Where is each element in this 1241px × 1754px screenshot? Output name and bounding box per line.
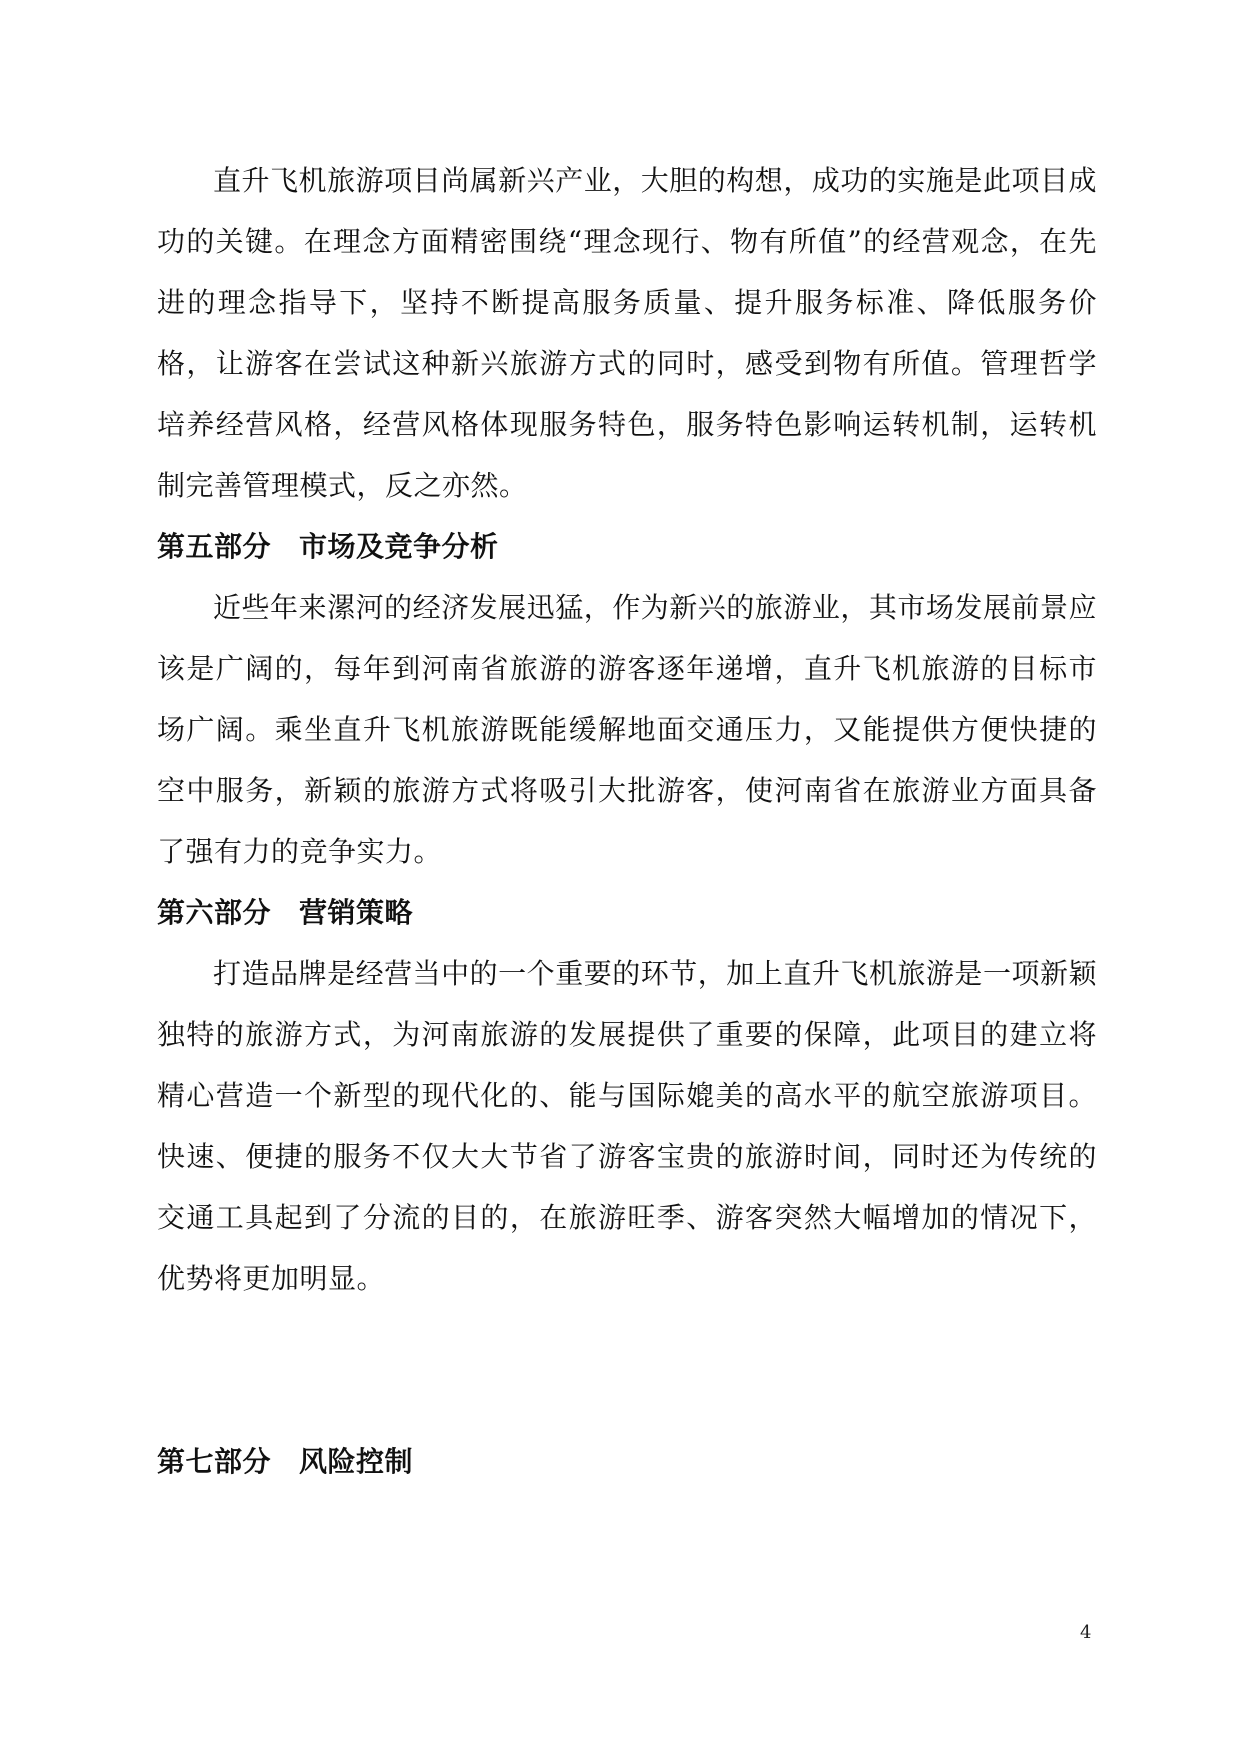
page-content <box>157 150 1097 1492</box>
section-5-paragraph: 近些年来漯河的经济发展迅猛，作为新兴的旅游业，其市场发展前景应该是广阔的，每年到河南省旅游的游客逐年递增，直升飞机旅游的目标市场广阔。乘坐直升飞机旅游既能缓解地面交通压力，又能提供方便快捷的空中服务，新颖的旅游方式将吸引大批游客，使河南省在旅游业方面具备了强有力的竞争实力。 <box>157 591 1097 868</box>
section-number: 第七部分 <box>157 1445 272 1478</box>
page-number: 4 <box>1080 1622 1092 1643</box>
section-heading-6 <box>157 882 1097 943</box>
section-heading-7 <box>157 1431 1097 1492</box>
section-6-paragraph: 打造品牌是经营当中的一个重要的环节，加上直升飞机旅游是一项新颖独特的旅游方式，为河南旅游的发展提供了重要的保障，此项目的建立将精心营造一个新型的现代化的、能与国际媲美的高水平的航空旅游项目。快速、便捷的服务不仅大大节省了游客宝贵的旅游时间，同时还为传统的交通工具起到了分流的目的，在旅游旺季、游客突然大幅增加的情况下，优势将更加明显。 <box>157 957 1097 1295</box>
blank-space <box>157 1309 1097 1431</box>
section-title: 营销策略 <box>299 896 414 929</box>
intro-paragraph: 直升飞机旅游项目尚属新兴产业，大胆的构想，成功的实施是此项目成功的关键。在理念方面精密围绕“理念现行、物有所值”的经营观念，在先进的理念指导下，坚持不断提高服务质量、提升服务标准、降低服务价格，让游客在尝试这种新兴旅游方式的同时，感受到物有所值。管理哲学培养经营风格，经营风格体现服务特色，服务特色影响运转机制，运转机制完善管理模式，反之亦然。 <box>157 164 1097 502</box>
section-number: 第五部分 <box>157 530 272 563</box>
section-heading-5 <box>157 516 1097 577</box>
section-title: 市场及竞争分析 <box>299 530 499 563</box>
section-title: 风险控制 <box>299 1445 414 1478</box>
section-number: 第六部分 <box>157 896 272 929</box>
